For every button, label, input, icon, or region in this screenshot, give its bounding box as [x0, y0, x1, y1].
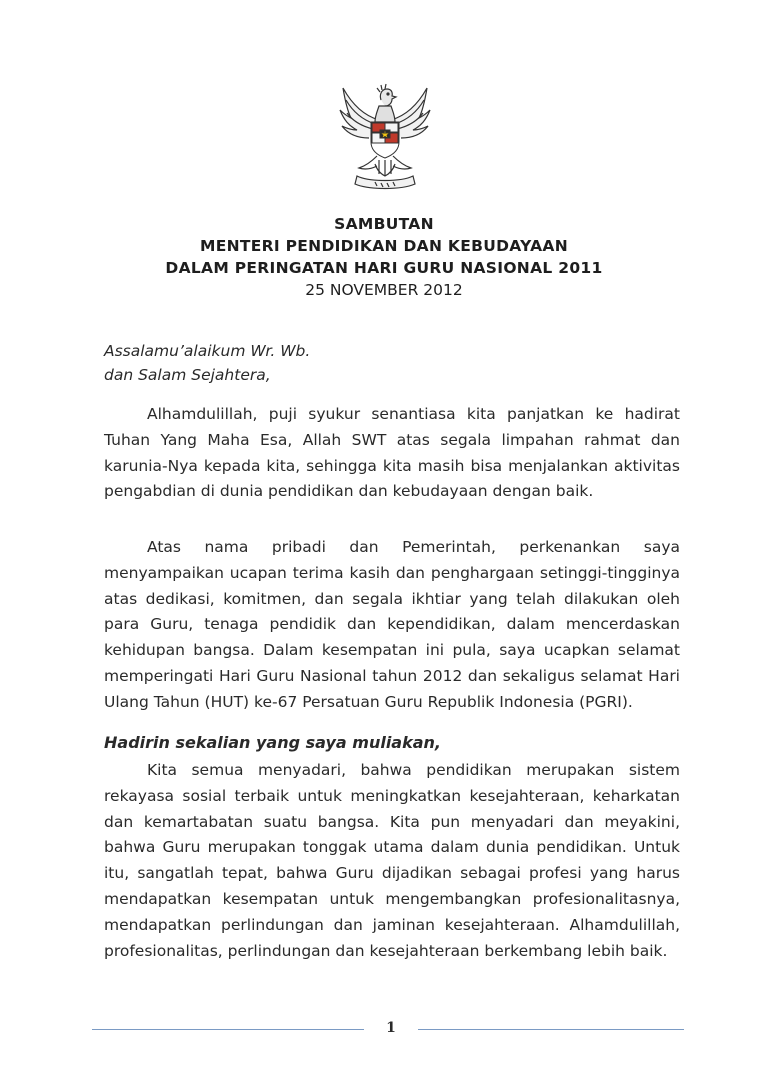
paragraph-1: Alhamdulillah, puji syukur senantiasa kita panjatkan ke hadirat Tuhan Yang Maha Esa, Allah SWT atas segala limpahan rahmat dan karunia-Nya kepada kita, sehingga kita masih bisa menjalankan aktivitas pengabdian di dunia pendidikan dan kebudayaan dengan baik.: [104, 405, 680, 501]
greeting-line-2: dan Salam Sejahtera,: [104, 366, 271, 384]
page-number: 1: [386, 1020, 396, 1036]
paragraph-2: Atas nama pribadi dan Pemerintah, perkenankan saya menyampaikan ucapan terima kasih dan penghargaan setinggi-tingginya atas dedikasi, komitmen, dan segala ikhtiar yang telah dilakukan oleh para Guru, tenaga pendidik dan kependidikan, dalam mencerdaskan kehidupan bangsa. Dalam kesempatan ini pula, saya ucapkan selamat memperingati Hari Guru Nasional tahun 2012 dan sekaligus selamat Hari Ulang Tahun (HUT) ke-67 Persatuan Guru Republik Indonesia (PGRI).: [104, 538, 680, 711]
greeting-line-1: Assalamu’alaikum Wr. Wb.: [104, 342, 311, 360]
garuda-emblem-icon: [335, 80, 435, 192]
footer-rule-left: [92, 1029, 364, 1030]
title-line-sambutan: SAMBUTAN: [334, 215, 434, 233]
title-line-minister: MENTERI PENDIDIKAN DAN KEBUDAYAAN: [199, 237, 569, 255]
greeting-block: [104, 339, 310, 387]
paragraph-3: Kita semua menyadari, bahwa pendidikan merupakan sistem rekayasa sosial terbaik untuk meningkatkan kesejahteraan, keharkatan dan kemartabatan suatu bangsa. Kita pun menyadari dan meyakini, bahwa Guru merupakan tonggak utama dalam dunia pendidikan. Untuk itu, sangatlah tepat, bahwa Guru dijadikan sebagai profesi yang harus mendapatkan kesempatan untuk mengembangkan profesionalitasnya, mendapatkan perlindungan dan jaminan kesejahteraan. Alhamdulillah, profesionalitas, perlindungan dan kesejahteraan berkembang lebih baik.: [104, 761, 680, 960]
footer-rule-right: [418, 1029, 684, 1030]
section-heading: Hadirin sekalian yang saya muliakan,: [104, 733, 441, 752]
title-line-occasion: DALAM PERINGATAN HARI GURU NASIONAL 2011: [165, 259, 603, 277]
title-date: 25 NOVEMBER 2012: [305, 281, 463, 299]
document-title-block: [0, 213, 768, 301]
